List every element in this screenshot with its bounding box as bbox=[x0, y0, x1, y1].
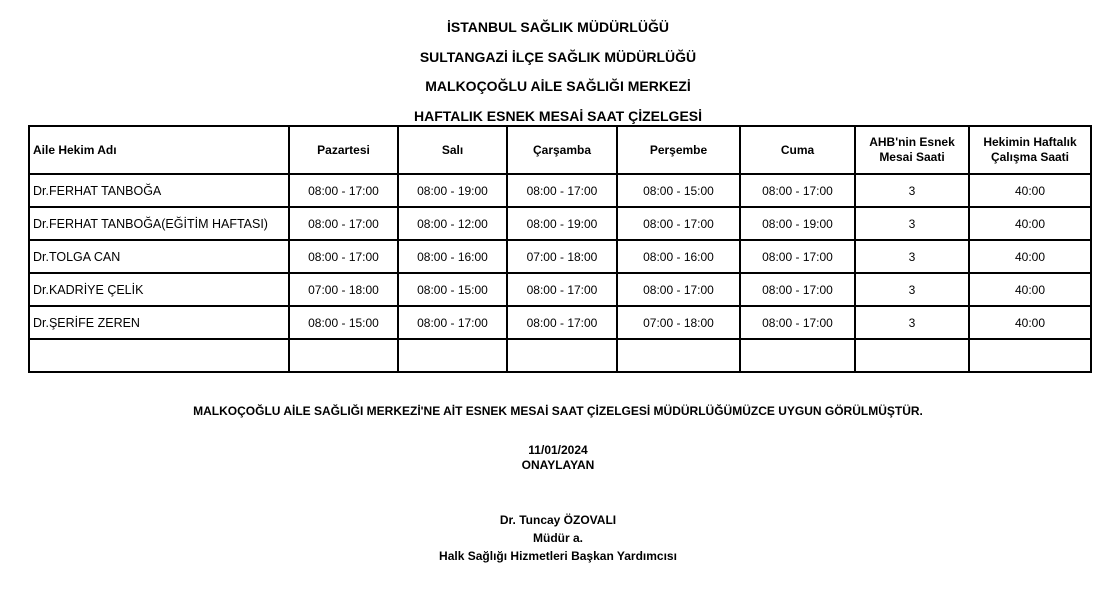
tuesday-cell: 08:00 - 17:00 bbox=[398, 306, 507, 339]
weekly-hours-cell: 40:00 bbox=[969, 207, 1091, 240]
table-row bbox=[29, 273, 1091, 306]
physician-name-cell: Dr.FERHAT TANBOĞA(EĞİTİM HAFTASI) bbox=[29, 207, 289, 240]
thursday-cell bbox=[617, 339, 740, 372]
flex-hours-cell: 3 bbox=[855, 240, 969, 273]
monday-cell: 08:00 - 15:00 bbox=[289, 306, 398, 339]
col-header-physician: Aile Hekim Adı bbox=[29, 126, 289, 174]
monday-cell bbox=[289, 339, 398, 372]
flex-hours-cell: 3 bbox=[855, 174, 969, 207]
physician-name-cell: Dr.TOLGA CAN bbox=[29, 240, 289, 273]
col-header-friday: Cuma bbox=[740, 126, 855, 174]
physician-name-cell bbox=[29, 339, 289, 372]
friday-cell bbox=[740, 339, 855, 372]
approval-label: ONAYLAYAN bbox=[521, 458, 595, 472]
thursday-cell: 08:00 - 17:00 bbox=[617, 207, 740, 240]
tuesday-cell bbox=[398, 339, 507, 372]
thursday-cell: 07:00 - 18:00 bbox=[617, 306, 740, 339]
monday-cell: 07:00 - 18:00 bbox=[289, 273, 398, 306]
weekly-hours-cell: 40:00 bbox=[969, 273, 1091, 306]
friday-cell: 08:00 - 19:00 bbox=[740, 207, 855, 240]
weekly-hours-cell: 40:00 bbox=[969, 174, 1091, 207]
thursday-cell: 08:00 - 16:00 bbox=[617, 240, 740, 273]
table-row bbox=[29, 207, 1091, 240]
table-row bbox=[29, 306, 1091, 339]
wednesday-cell: 08:00 - 17:00 bbox=[507, 273, 617, 306]
col-header-thursday: Perşembe bbox=[617, 126, 740, 174]
wednesday-cell bbox=[507, 339, 617, 372]
signatory-department: Halk Sağlığı Hizmetleri Başkan Yardımcısı bbox=[439, 549, 677, 563]
weekly-hours-cell: 40:00 bbox=[969, 240, 1091, 273]
table-body bbox=[29, 174, 1091, 372]
approval-date: 11/01/2024 bbox=[528, 443, 588, 457]
physician-name-cell: Dr.KADRİYE ÇELİK bbox=[29, 273, 289, 306]
tuesday-cell: 08:00 - 19:00 bbox=[398, 174, 507, 207]
physician-name-cell: Dr.FERHAT TANBOĞA bbox=[29, 174, 289, 207]
thursday-cell: 08:00 - 17:00 bbox=[617, 273, 740, 306]
flex-hours-cell: 3 bbox=[855, 273, 969, 306]
col-header-weekly-hours: Hekimin Haftalık Çalışma Saati bbox=[969, 126, 1091, 174]
col-header-wednesday: Çarşamba bbox=[507, 126, 617, 174]
tuesday-cell: 08:00 - 16:00 bbox=[398, 240, 507, 273]
table-row bbox=[29, 174, 1091, 207]
weekly-hours-cell bbox=[969, 339, 1091, 372]
col-header-flex-hours: AHB'nin Esnek Mesai Saati bbox=[855, 126, 969, 174]
document-header bbox=[0, 13, 1116, 131]
monday-cell: 08:00 - 17:00 bbox=[289, 207, 398, 240]
thursday-cell: 08:00 - 15:00 bbox=[617, 174, 740, 207]
tuesday-cell: 08:00 - 12:00 bbox=[398, 207, 507, 240]
wednesday-cell: 07:00 - 18:00 bbox=[507, 240, 617, 273]
district-title: SULTANGAZİ İLÇE SAĞLIK MÜDÜRLÜĞÜ bbox=[419, 48, 697, 65]
monday-cell: 08:00 - 17:00 bbox=[289, 174, 398, 207]
weekly-hours-cell: 40:00 bbox=[969, 306, 1091, 339]
col-header-tuesday: Salı bbox=[398, 126, 507, 174]
col-header-monday: Pazartesi bbox=[289, 126, 398, 174]
table-row bbox=[29, 240, 1091, 273]
friday-cell: 08:00 - 17:00 bbox=[740, 240, 855, 273]
schedule-title: HAFTALIK ESNEK MESAİ SAAT ÇİZELGESİ bbox=[413, 107, 703, 124]
table-row bbox=[29, 339, 1091, 372]
center-title: MALKOÇOĞLU AİLE SAĞLIĞI MERKEZİ bbox=[425, 78, 691, 94]
wednesday-cell: 08:00 - 19:00 bbox=[507, 207, 617, 240]
approval-note: MALKOÇOĞLU AİLE SAĞLIĞI MERKEZİ'NE AİT ESNEK MESAİ SAAT ÇİZELGESİ MÜDÜRLÜĞÜMÜZCE UYGUN GÖRÜLMÜŞTÜR. bbox=[193, 404, 923, 418]
flex-hours-cell: 3 bbox=[855, 207, 969, 240]
wednesday-cell: 08:00 - 17:00 bbox=[507, 306, 617, 339]
flex-hours-cell: 3 bbox=[855, 306, 969, 339]
schedule-table bbox=[28, 125, 1092, 373]
tuesday-cell: 08:00 - 15:00 bbox=[398, 273, 507, 306]
signatory-role: Müdür a. bbox=[533, 531, 583, 545]
signatory-name: Dr. Tuncay ÖZOVALI bbox=[499, 513, 617, 527]
monday-cell: 08:00 - 17:00 bbox=[289, 240, 398, 273]
flex-hours-cell bbox=[855, 339, 969, 372]
friday-cell: 08:00 - 17:00 bbox=[740, 174, 855, 207]
friday-cell: 08:00 - 17:00 bbox=[740, 306, 855, 339]
physician-name-cell: Dr.ŞERİFE ZEREN bbox=[29, 306, 289, 339]
table-header-row bbox=[29, 126, 1091, 174]
ministry-title: İSTANBUL SAĞLIK MÜDÜRLÜĞÜ bbox=[447, 19, 669, 35]
wednesday-cell: 08:00 - 17:00 bbox=[507, 174, 617, 207]
friday-cell: 08:00 - 17:00 bbox=[740, 273, 855, 306]
